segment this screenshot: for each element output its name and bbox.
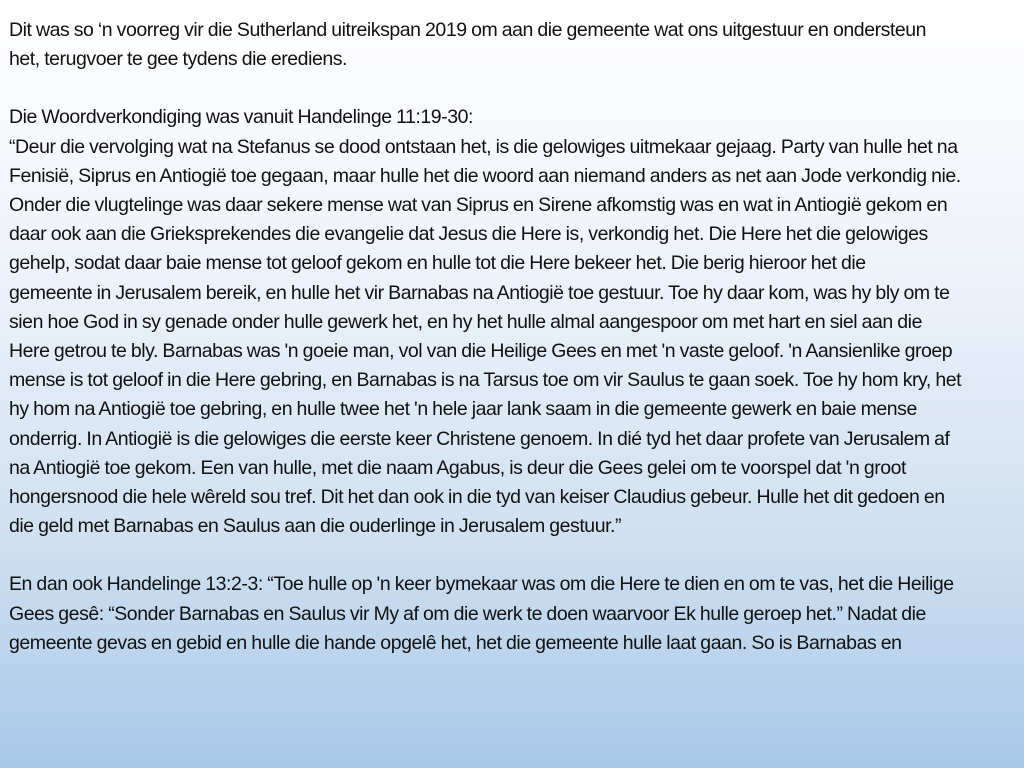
closing-paragraph [9, 570, 1014, 658]
text-line: die geld met Barnabas en Saulus aan die ouderlinge in Jerusalem gestuur.” [9, 515, 622, 538]
text-line: het, terugvoer te gee tydens die erediens. [9, 48, 348, 71]
text-line: gemeente in Jerusalem bereik, en hulle het vir Barnabas na Antiogië toe gestuur. Toe hy daar kom, was hy bly om te [9, 281, 950, 304]
text-line: Here getrou te bly. Barnabas was 'n goeie man, vol van die Heilige Gees en met 'n vaste geloof. 'n Aansienlike groep [9, 340, 953, 363]
reading-heading: Die Woordverkondiging was vanuit Handelinge 11:19-30: [9, 106, 473, 129]
text-line: onderrig. In Antiogië is die gelowiges die eerste keer Christene genoem. In dié tyd het daar profete van Jerusalem af [9, 427, 950, 450]
text-line: Gees gesê: “Sonder Barnabas en Saulus vir My af om die werk te doen waarvoor Ek hulle geroep het.” Nadat die [9, 602, 926, 625]
text-line: gehelp, sodat daar baie mense tot geloof gekom en hulle tot die Here bekeer het. Die berig hieroor het die [9, 252, 866, 275]
paragraph-gap [9, 541, 1014, 570]
scripture-reading [9, 103, 1014, 541]
text-line: gemeente gevas en gebid en hulle die hande opgelê het, het die gemeente hulle laat gaan. So is Barnabas en [9, 631, 902, 654]
text-line: Dit was so ‘n voorreg vir die Sutherland uitreikspan 2019 om aan die gemeente wat ons uitgestuur en ondersteun [9, 19, 927, 41]
text-line: na Antiogië toe gekom. Een van hulle, met die naam Agabus, is deur die Gees gelei om te voorspel dat 'n groot [9, 456, 907, 479]
text-line: mense is tot geloof in die Here gebring, en Barnabas is na Tarsus toe om vir Saulus te gaan soek. Toe hy hom kry, het [9, 369, 962, 392]
text-line: daar ook aan die Grieksprekendes die evangelie dat Jesus die Here is, verkondig het. Die Here het die gelowiges [9, 223, 928, 246]
text-line: hongersnood die hele wêreld sou tref. Dit het dan ook in die tyd van keiser Claudius gebeur. Hulle het dit gedoen en [9, 486, 945, 509]
text-line: sien hoe God in sy genade onder hulle gewerk het, en hy het hulle almal aangespoor om met hart en siel aan die [9, 310, 922, 333]
text-line: En dan ook Handelinge 13:2-3: “Toe hulle op 'n keer bymekaar was om die Here te dien en om te vas, het die Heilige [9, 573, 954, 596]
text-line: hy hom na Antiogië toe gebring, en hulle twee het 'n hele jaar lank saam in die gemeente gewerk en baie mense [9, 398, 917, 421]
intro-paragraph [9, 16, 1014, 74]
text-line: “Deur die vervolging wat na Stefanus se dood ontstaan het, is die gelowiges uitmekaar gejaag. Party van hulle het na [9, 135, 958, 158]
paragraph-gap [9, 74, 1014, 103]
text-line: Onder die vlugtelinge was daar sekere mense wat van Siprus en Sirene afkomstig was en wat in Antiogië gekom en [9, 194, 948, 217]
text-line: Fenisië, Siprus en Antiogië toe gegaan, maar hulle het die woord aan niemand anders as net aan Jode verkondig nie. [9, 164, 961, 187]
